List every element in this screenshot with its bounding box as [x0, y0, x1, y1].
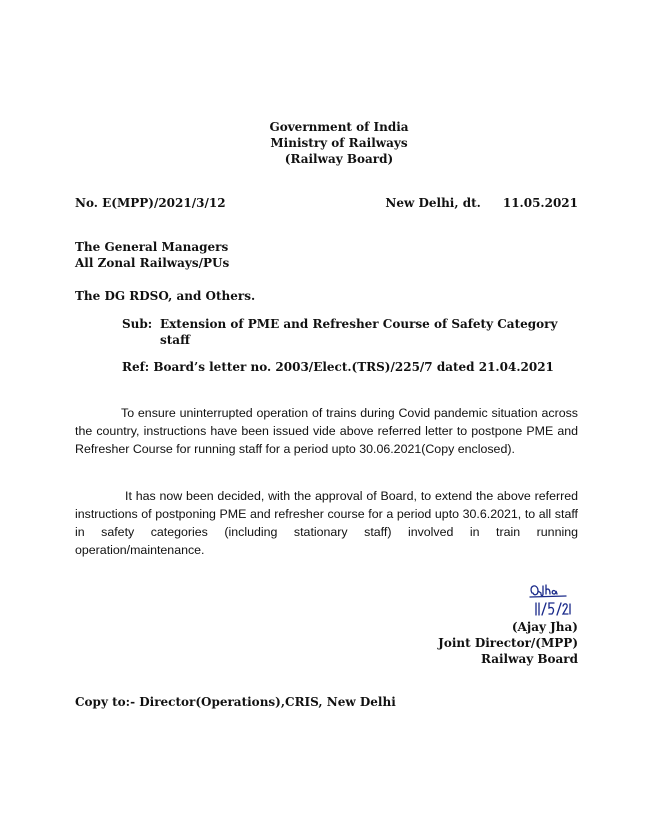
signatory-name: (Ajay Jha) — [511, 620, 578, 634]
header-government: Government of India — [269, 120, 409, 134]
body-paragraph-2: It has now been decided, with the approval of Board, to extend the above referred instructions of postponing PME and refresher course for a period upto 30.6.2021, to all staff in safety categories (including stationary staff) involved in train running operation/maintenance. — [75, 489, 578, 557]
body-paragraph-1: To ensure uninterrupted operation of trains during Covid pandemic situation across the country, instructions have been issued vide above referred letter to postpone PME and Refresher Course for running staff for a period upto 30.06.2021(Copy enclosed). — [75, 406, 578, 456]
subject-text: Extension of PME and Refresher Course of Safety Category staff — [160, 317, 558, 347]
header-ministry: Ministry of Railways — [270, 136, 408, 150]
letter-date: 11.05.2021 — [502, 196, 578, 210]
signatory-designation: Joint Director/(MPP) — [438, 636, 578, 650]
subject-label: Sub: — [122, 317, 153, 331]
addressee-block — [75, 239, 229, 271]
handwritten-signature — [526, 581, 574, 621]
signatory-block — [438, 619, 578, 667]
letter-header — [0, 119, 650, 167]
dg-rdso-line: The DG RDSO, and Others. — [75, 289, 256, 303]
reference-line-ref: Ref: Board’s letter no. 2003/Elect.(TRS)/225/7 dated 21.04.2021 — [122, 360, 554, 374]
addressee-line-1: The General Managers — [75, 240, 229, 254]
letter-number: No. E(MPP)/2021/3/12 — [75, 196, 226, 210]
letter-place: New Delhi, dt. — [385, 196, 481, 210]
reference-line — [75, 196, 578, 210]
copy-to-line: Copy to:- Director(Operations),CRIS, New Delhi — [75, 695, 396, 709]
place-date — [385, 196, 578, 210]
subject-line — [122, 316, 562, 348]
signature-icon — [526, 581, 574, 621]
signatory-office: Railway Board — [480, 652, 578, 666]
header-board: (Railway Board) — [284, 152, 394, 166]
addressee-line-2: All Zonal Railways/PUs — [75, 256, 230, 270]
